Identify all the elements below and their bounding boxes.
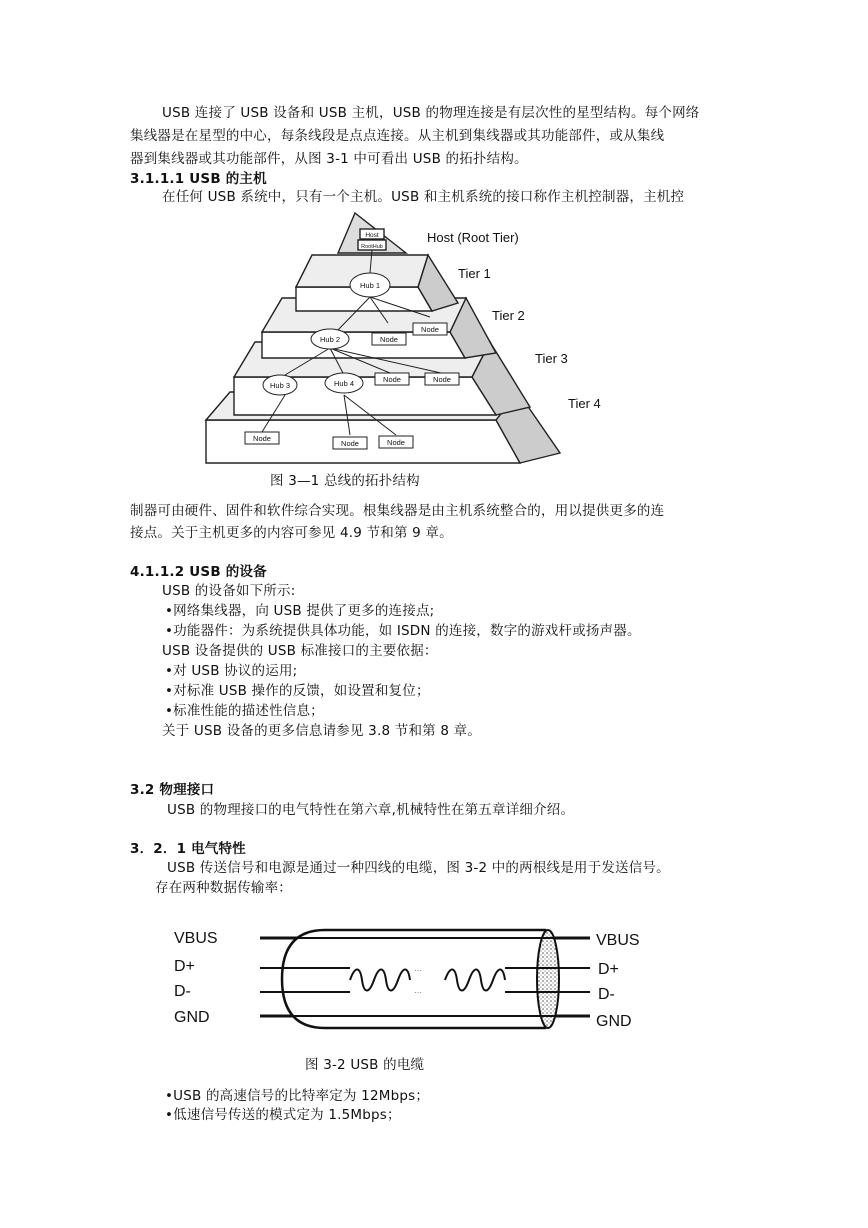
node-label: Node [341, 439, 359, 448]
cable-label-right: VBUS [596, 932, 640, 949]
physical-line: USB 的物理接口的电气特性在第六章,机械特性在第五章详细介绍。 [167, 802, 575, 818]
node-label: Node [383, 375, 401, 384]
electrical-line-1: USB 传送信号和电源是通过一种四线的电缆，图 3-2 中的两根线是用于发送信号。 [167, 860, 670, 876]
electrical-line-2: 存在两种数据传输率： [155, 880, 292, 896]
heading-physical-interface: 3.2 物理接口 [130, 782, 215, 798]
heading-usb-device: 4.1.1.2 USB 的设备 [130, 564, 267, 580]
hub3-label: Hub 3 [269, 381, 291, 390]
host-line-1: 在任何 USB 系统中，只有一个主机。USB 和主机系统的接口称作主机控制器，主机控 [162, 189, 685, 205]
hub1-label: Hub 1 [359, 281, 381, 290]
cable-label-right: D+ [598, 961, 619, 978]
node-label: Node [421, 325, 439, 334]
cable-label-left: VBUS [174, 930, 218, 947]
device-line: 关于 USB 设备的更多信息请参见 3.8 节和第 8 章。 [162, 723, 482, 739]
node-label: Node [387, 438, 405, 447]
usb-cable-diagram [170, 920, 650, 1040]
device-line: •标准性能的描述性信息； [165, 703, 324, 719]
hub2-label: Hub 2 [319, 335, 341, 344]
heading-usb-host: 3.1.1.1 USB 的主机 [130, 171, 267, 187]
rate-line: •低速信号传送的模式定为 1.5Mbps； [165, 1107, 401, 1123]
intro-line-3: 器到集线器或其功能部件，从图 3-1 中可看出 USB 的拓扑结构。 [130, 151, 528, 167]
device-line: USB 设备提供的 USB 标准接口的主要依据： [162, 643, 438, 659]
device-line: USB 的设备如下所示: [162, 583, 296, 599]
device-line: •对标准 USB 操作的反馈，如设置和复位； [165, 683, 430, 699]
hub4-label: Hub 4 [333, 379, 355, 388]
node-label: Node [380, 335, 398, 344]
cable-label-left: D- [174, 983, 191, 1000]
host-cont-line-2: 接点。关于主机更多的内容可参见 4.9 节和第 9 章。 [130, 525, 453, 541]
cable-label-right: D- [598, 986, 615, 1003]
tier-label: Tier 3 [535, 351, 568, 366]
tier-label: Tier 2 [492, 308, 525, 323]
device-line: •对 USB 协议的运用; [165, 663, 298, 679]
heading-electrical: 3．2．1 电气特性 [130, 841, 246, 857]
cable-label-left: D+ [174, 958, 195, 975]
cable-dots: ··· [414, 966, 422, 975]
host-cont-line-1: 制器可由硬件、固件和软件综合实现。根集线器是由主机系统整合的，用以提供更多的连 [130, 503, 665, 519]
roothub-box-label: RootHub [361, 244, 383, 250]
rate-line: •USB 的高速信号的比特率定为 12Mbps； [165, 1088, 430, 1104]
usb-topology-pyramid [200, 205, 620, 467]
cable-label-right: GND [596, 1013, 632, 1030]
tier-label: Host (Root Tier) [427, 230, 519, 245]
tier-label: Tier 4 [568, 396, 601, 411]
device-line: •功能器件：为系统提供具体功能，如 ISDN 的连接，数字的游戏杆或扬声器。 [165, 623, 641, 639]
cable-dots: ··· [414, 988, 422, 997]
node-label: Node [253, 434, 271, 443]
node-label: Node [433, 375, 451, 384]
host-box-label: Host [365, 232, 379, 239]
tier-label: Tier 1 [458, 266, 491, 281]
figure-1-caption: 图 3—1 总线的拓扑结构 [270, 473, 420, 489]
intro-line-2: 集线器是在星型的中心，每条线段是点点连接。从主机到集线器或其功能部件，或从集线 [130, 128, 665, 144]
cable-label-left: GND [174, 1009, 210, 1026]
device-line: •网络集线器，向 USB 提供了更多的连接点; [165, 603, 435, 619]
intro-line-1: USB 连接了 USB 设备和 USB 主机，USB 的物理连接是有层次性的星型结构。每个网络 [162, 105, 700, 121]
figure-2-caption: 图 3-2 USB 的电缆 [305, 1057, 425, 1073]
